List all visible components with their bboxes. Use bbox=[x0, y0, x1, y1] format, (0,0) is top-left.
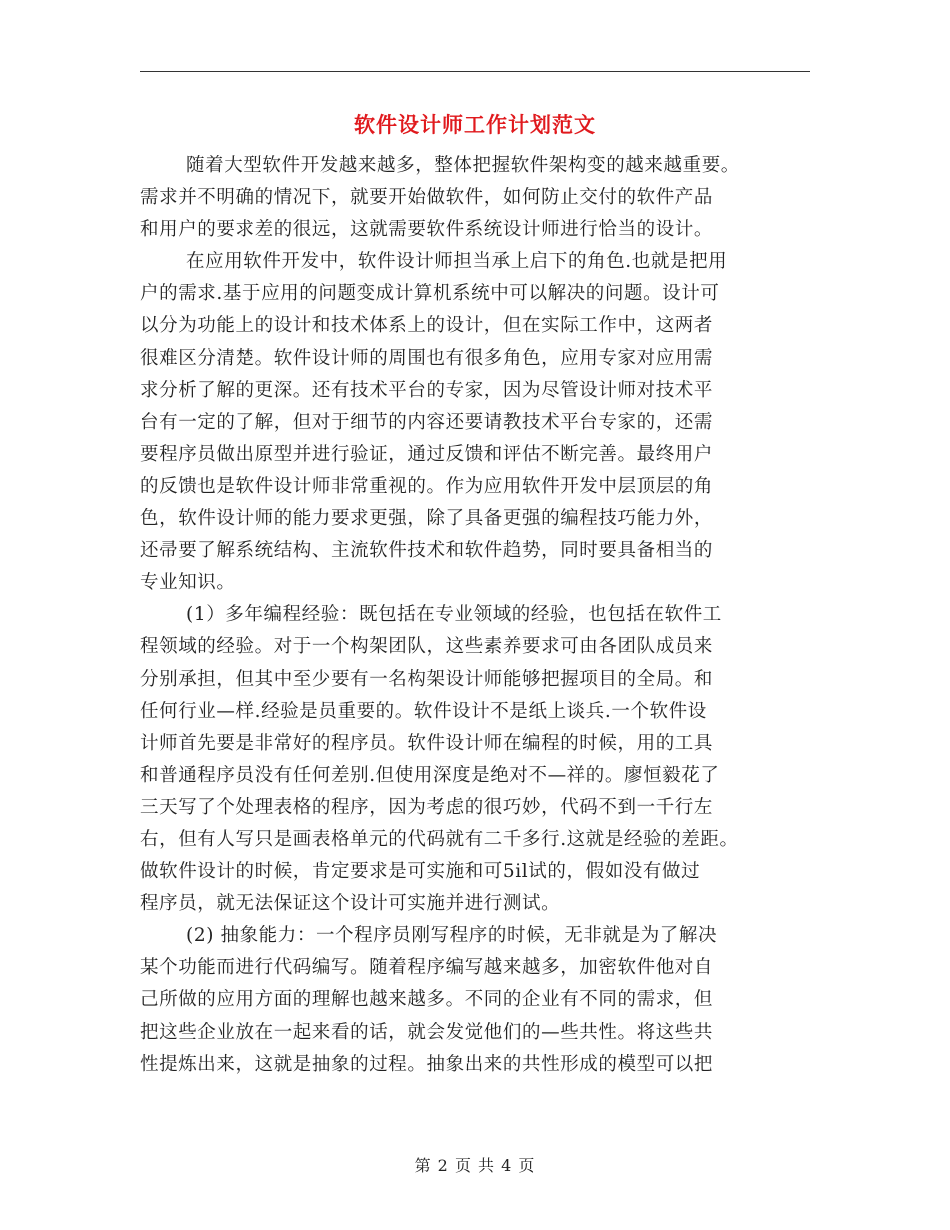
page-number-footer: 第 2 页 共 4 页 bbox=[414, 1156, 536, 1175]
paragraph-3-line-10: 程序员，就无法保证这个设计可实施并进行测试。 bbox=[140, 893, 561, 915]
paragraph-3-line-5: 计师首先要是非常好的程序员。软件设计师在编程的时候，用的工具 bbox=[140, 732, 714, 754]
paragraph-3-line-9: 做软件设计的时候，肯定要求是可实施和可5il试的，假如没有做过 bbox=[140, 861, 701, 883]
paragraph-2-line-3: 以分为功能上的设计和技术体系上的设计，但在实际工作中，这两者 bbox=[140, 315, 714, 337]
paragraph-1-line-1: 随着大型软件开发越来越多，整体把握软件架构变的越来越重要。 bbox=[186, 155, 740, 176]
paragraph-2-line-1: 在应用软件开发中，软件设计师担当承上启下的角色.也就是把用 bbox=[186, 251, 728, 273]
paragraph-4-line-1: (2) 抽象能力：一个程序员刚写程序的时候，无非就是为了解决 bbox=[186, 925, 718, 947]
document-title: 软件设计师工作计划范文 bbox=[354, 112, 596, 137]
paragraph-3-line-7: 三天写了个处理表格的程序，因为考虑的很巧妙，代码不到一千行左 bbox=[140, 796, 714, 818]
paragraph-3-line-6: 和普通程序员没有任何差别.但使用深度是绝对不—祥的。廖恒毅花了 bbox=[140, 764, 720, 786]
paragraph-4-line-5: 性提炼出来，这就是抽象的过程。抽象出来的共性形成的模型可以把 bbox=[140, 1053, 714, 1075]
document-body bbox=[140, 150, 812, 1081]
paragraph-4-line-2: 某个功能而进行代码编写。随着程序编写越来越多，加密软件他对自 bbox=[140, 957, 714, 979]
paragraph-2-line-7: 要程序员做出原型并进行验证，通过反馈和评估不断完善。最终用户 bbox=[140, 443, 714, 465]
paragraph-3-line-4: 任何行业—样.经验是员重要的。软件设计不是纸上谈兵.一个软件设 bbox=[140, 700, 707, 722]
paragraph-2-line-11: 专业知识。 bbox=[140, 572, 236, 594]
header-rule bbox=[140, 71, 810, 72]
paragraph-4-line-4: 把这些企业放在一起来看的话，就会发觉他们的—些共性。将这些共 bbox=[140, 1021, 714, 1043]
paragraph-1-line-2: 需求并不明确的情况下，就要开始做软件，如何防止交付的软件产品 bbox=[140, 187, 714, 209]
paragraph-2-line-9: 色，软件设计师的能力要求更强，除了具备更强的编程技巧能力外， bbox=[140, 508, 714, 530]
paragraph-3-line-2: 程领域的经验。对于一个构架团队，这些素养要求可由各团队成员来 bbox=[140, 636, 714, 658]
paragraph-2-line-5: 求分析了解的更深。还有技术平台的专家，因为尽管设计师对技术平 bbox=[140, 379, 714, 401]
paragraph-2-line-10: 还帚要了解系统结构、主流软件技术和软件趋势，同时要具备相当的 bbox=[140, 540, 714, 562]
paragraph-4-line-3: 己所做的应用方面的理解也越来越多。不同的企业有不同的需求，但 bbox=[140, 989, 714, 1011]
paragraph-3-line-3: 分别承担，但其中至少要有一名构架设计师能够把握项目的全局。和 bbox=[140, 668, 714, 690]
paragraph-2-line-8: 的反馈也是软件设计师非常重视的。作为应用软件开发中层顶层的角 bbox=[140, 475, 714, 497]
paragraph-2-line-6: 台有一定的了解，但对于细节的内容还要请教技术平台专家的，还需 bbox=[140, 411, 714, 433]
paragraph-3-line-8: 右，但有人写只是画表格单元的代码就有二千多行.这就是经验的差距。 bbox=[140, 828, 739, 850]
paragraph-2-line-4: 很难区分清楚。软件设计师的周围也有很多角色，应用专家对应用需 bbox=[140, 347, 714, 369]
paragraph-3-line-1: (1）多年编程经验：既包括在专业领域的经验，也包括在软件工 bbox=[186, 604, 722, 626]
paragraph-1-line-3: 和用户的要求差的很远，这就需要软件系统设计师进行恰当的设计。 bbox=[140, 219, 714, 241]
paragraph-2-line-2: 户的需求.基于应用的问题变成计算机系统中可以解决的问题。设计可 bbox=[140, 283, 720, 305]
